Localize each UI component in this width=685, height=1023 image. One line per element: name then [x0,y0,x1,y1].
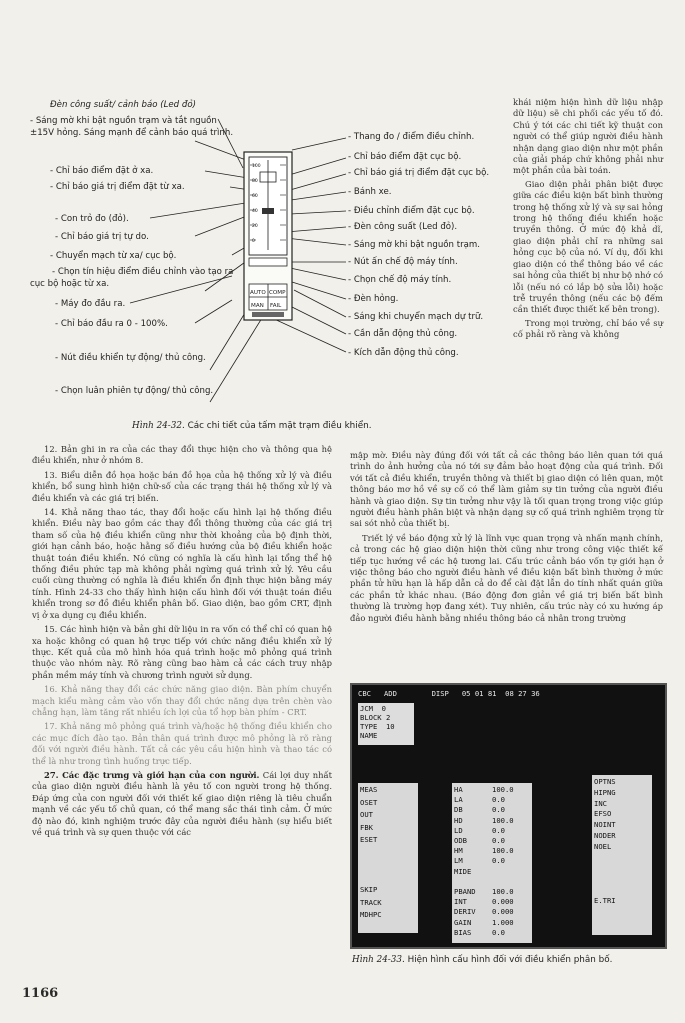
block-info-type: TYPE 10 [360,722,395,731]
left-label-5: - Chỉ báo giá trị tự do. [55,232,149,242]
scale-20: 20 [252,224,258,229]
section-27-title: 27. Các đặc trưng và giới hạn của con người. [44,769,260,780]
left-label-6: - Chuyển mạch từ xa/ cục bộ. [50,251,177,261]
right-label-3: - Chỉ báo giá trị điểm đặt cục bộ. [348,168,490,178]
paragraph: khái niệm hiện hình dữ liệu nhập dữ liệu) sẽ chi phối các yếu tố đó. Chú ý tới các chi tiết kỹ thuật con người có thể giúp người điều hành nhận dạng giao diện như một phần của giải pháp chứ không phải như một phần của bài toán. [513,97,663,176]
mid-param-value: 0.0 [492,836,505,845]
mid-param-name: ODB [454,836,467,845]
mid-param-name: DB [454,805,463,815]
right-label-2: - Chỉ báo điểm đặt cục bộ. [348,152,462,162]
left-label-4: - Con trỏ đo (đỏ). [55,214,129,224]
mid-param-value: 0.0 [492,927,505,937]
block-info-name: NAME [360,731,378,740]
man-button-label: MAN [251,303,264,309]
mid-param-value: 0.0 [492,805,505,815]
left-param: OSET [360,797,378,807]
scale-0: 0 [252,239,255,244]
figure-24-33-caption [352,955,612,965]
right-label-1: - Thang đo / điểm điều chỉnh. [348,132,475,142]
right-label-9: - Chọn chế độ máy tính. [348,275,452,285]
mid-param-name: DERIV [454,907,476,917]
right-param: INC [594,798,607,808]
left-param: MEAS [360,785,378,794]
paragraph: Triết lý về báo động xử lý là lĩnh vực quan trọng và nhấn mạnh chính, cả trong các hệ giao diện hiện thời cũng như trong công việc thiết kế tiếp tục hướng về các hệ tương lai. Cấu trúc cảnh báo vốn tự giới hạn ở việc thông báo cho người điều hành về điều kiện bất bình thường ở mức phần tử hữu hạn là hấp dẫn cả do để cài đặt lẫn do tính nhất quán giữa các phần tử khác nhau. (Báo động đơn giản về giá trị biến bất bình thường là trường hợp đang xét). Tuy nhiên, cấu trúc này có xu hướng áp đảo người điều hành bằng nhiều thông báo cả nhân trong trường [350,532,663,623]
right-label-11: - Sáng khi chuyển mạch dự trữ. [348,312,484,322]
left-label-3: - Chỉ báo giá trị điểm đặt từ xa. [50,182,185,192]
caption-label: Hình 24-33. [352,955,405,965]
block-info-jcm: JCM 0 [360,704,386,713]
left-param: ESET [360,835,378,844]
mid-param-name: HA [454,785,463,794]
section-27-text: Cái lợi duy nhất của giao diện người điều hành là yêu tố con người trong hệ thống. Đáp ứng của con người đối với thiết kế giao diện riêng là tiêu chuẩn mạnh về các yếu tố chủ quan, có thể mang sắc thái tình cảm. Ở mức độ nào đó, kinh nghiệm trước đây của người điều hành (sự hiểu biết về quá trình và sự quen thuộc với các [32,769,332,837]
right-label-13: - Kích dẫn động thủ công. [348,348,459,358]
left-param: MDHPC [360,910,382,919]
right-param: NOEL [594,841,612,851]
top-right-column [513,97,663,343]
mid-param-name: MIDE [454,866,472,876]
mid-param-name: BIAS [454,927,472,937]
mid-param-name: LD [454,825,463,835]
figure-24-32-caption [132,421,372,431]
scale-80: 80 [252,179,258,184]
left-body-column [32,444,332,841]
mid-param-name: LA [454,795,463,805]
mid-param-value: 0.0 [492,825,505,835]
left-param: OUT [360,810,373,819]
left-label-8: - Máy đo đầu ra. [55,299,126,309]
mid-param-value: 0.0 [492,795,505,805]
mid-param-name: HM [454,846,463,856]
paragraph: 16. Khả năng thay đổi các chức năng giao diện. Bàn phím chuyển mạch kiểu màng cảm vào vốn thay đổi chức năng dựa trên chèn vào chẳng hạn, làm tăng rất nhiều ích lợi của tổ hợp bàn phím - CRT. [32,684,332,717]
right-label-7: - Sáng mờ khi bật nguồn trạm. [348,240,480,250]
leader-lines [130,119,346,402]
left-label-11: - Chọn luân phiên tự động/ thủ công. [55,386,214,396]
screen-header: CBC ADD DISP 05 01 81 08 27 36 [358,689,540,698]
block-info-block: BLOCK 2 [360,713,391,722]
paragraph: 12. Bản ghi in ra của các thay đổi thực hiện cho và thông qua hệ điều khiển, như ở nhóm 8. [32,444,332,466]
right-param: EFSO [594,809,612,819]
figure-title: Đèn công suất/ cảnh báo (Led đỏ) [50,100,196,110]
scale-60: 60 [252,194,258,199]
right-label-6: - Đèn công suất (Led đỏ). [348,222,458,232]
auto-button-label: AUTO [250,290,266,296]
mid-param-value: 100.0 [492,785,514,794]
mid-param-name: HD [454,815,463,825]
mid-param-value: 100.0 [492,815,514,825]
left-param: SKIP [360,885,378,894]
mid-param-value: 100.0 [492,887,514,896]
figure-24-33-screen [350,683,667,949]
left-label-9: - Chỉ báo đầu ra 0 - 100%. [55,319,168,329]
right-label-5: - Điều chỉnh điểm đặt cục bộ. [348,206,475,216]
mid-param-value: 0.0 [492,856,505,866]
scale-100: 100 [252,164,261,169]
right-param: E.TRI [594,895,616,905]
caption-text: Các chi tiết của tấm mặt trạm điều khiển. [187,421,372,431]
paragraph: 14. Khả năng thao tác, thay đổi hoặc cấu hình lại hệ thống điều khiển. Điều này bao gồm các thay đổi thông thường của các giá trị tham số của hệ điều khiển cũng như thời khoảng của bộ định thời, giới hạn cảnh báo, hoặc hằng số điều hướng của bộ điều khiển hoặc thuật toán điều khiển. Nó cũng có nghĩa là cấu hình lại tổng thể hệ thống điều phức tạp mà không phải ngừng quá trình xử lý. Yêu cầu cuối cùng thường có nghĩa là điều khiển ổn định thực hiện bằng máy tính. Hình 24-33 cho thấy hình hiện cấu hình đối với thuật toán điều khiển trong sơ đồ điều khiển phân bố. Giao diện, bao gồm CRT, định vị ở xa dụng cụ điều khiển. [32,507,332,620]
page-number: 1166 [22,986,59,1001]
right-label-8: - Nút ấn chế độ máy tính. [348,257,458,267]
right-label-4: - Bánh xe. [348,187,392,197]
caption-text: Hiện hình cấu hình đối với điều khiển phân bố. [407,955,613,965]
left-label-1: - Sáng mờ khi bật nguồn trạm và tắt nguồn ±15V hỏng. Sáng mạnh để cảnh báo quá trình. [30,116,234,138]
left-label-10: - Nút điều khiển tự động/ thủ công. [55,353,206,363]
mid-param-name: PBAND [454,887,476,896]
mid-param-value: 1.000 [492,917,514,927]
left-param: FBK [360,822,373,832]
paragraph: 15. Các hình hiện và bản ghi dữ liệu in ra vốn có thể chỉ có quan hệ xa hoặc không có quan hệ trực tiếp với chức năng điều khiển xử lý thực. Kết quả của mô hình hóa quá trình hoặc mô phỏng quá trình thuộc vào nhóm này. Rõ ràng cũng bao hàm cả các cách truy nhập phần mềm máy tính và chương trình người sử dụng. [32,624,332,680]
mid-param-value: 100.0 [492,846,514,856]
caption-label: Hình 24-32. [132,421,185,431]
right-label-12: - Cần dẫn động thủ công. [348,329,458,339]
left-param: TRACK [360,897,382,907]
paragraph: mập mờ. Điều này đúng đối với tất cả các thông báo liên quan tới quá trình do ảnh hưởng của nó tới sự đảm bảo hoạt động của quá trình. Đối với tất cả điều khiển, truyền thông và thiết bị giao diện có liên quan, một thông báo mơ hồ về sự cố có thể làm giảm sự tin tưởng của người điều hành và giao diện. Sự tin tưởng như vậy là tối quan trọng trong việc giúp người điều hành phân biệt và nhận dạng sự cố quá trình nghiêm trọng từ sai sót nhỏ của thiết bị. [350,450,663,529]
comp-button-label: COMP [269,290,286,296]
mid-param-name: INT [454,897,467,907]
right-param: HIPNG [594,787,616,797]
right-label-10: - Đèn hỏng. [348,294,399,304]
paragraph: Trong mọi trường, chỉ báo về sự cố phải rõ ràng và không [513,317,663,340]
mid-param-name: GAIN [454,917,472,927]
left-label-2: - Chỉ báo điểm đặt ở xa. [50,166,154,176]
mid-param-value: 0.000 [492,897,514,907]
paragraph: 13. Biểu diễn đồ họa hoặc bán đồ họa của hệ thống xử lý và điều khiển, bổ sung hình hiện chữ-số của các trạng thái hệ thống xử lý và điều khiển và các giá trị biến. [32,469,332,503]
right-param: OPTNS [594,777,616,786]
right-param: NODER [594,831,616,840]
mid-param-name: LM [454,856,463,866]
left-label-7: - Chọn tín hiệu điểm điều chỉnh vào tạo ra cục bộ hoặc từ xa. [30,267,234,289]
scale-40: 40 [252,209,258,214]
paragraph: Giao diện phải phân biệt được giữa các điều kiện bất bình thường trong hệ thống xử lý và sự sai hỏng trong hệ thống điều khiển hoặc truyền thông. Ở mức độ khả dĩ, giao diện phải chỉ ra những sai hỏng cục bộ của nó. Ví dụ, đối khi giao diện có thể thông báo về các sai hỏng của thiết bị như bộ nhớ có lỗi (nếu nó có lắp bộ sửa lỗi) hoặc trễ truyền thông (nếu các bộ đếm cần thiết được thiết kế bên trong). [513,178,663,315]
mid-param-value: 0.000 [492,907,514,917]
fail-button-label: FAIL [270,303,282,309]
paragraph: 17. Khả năng mô phỏng quá trình và/hoặc hệ thống điều khiển cho các mục đích đào tạo. Bản thân quá trình được mô phỏng là rõ ràng đối với người điều hành. Tất cả các yêu cầu hiện hình và thao tác có thể là như trong tình huống trực tiếp. [32,721,332,766]
right-param: NOINT [594,820,616,830]
right-body-column [350,450,663,627]
